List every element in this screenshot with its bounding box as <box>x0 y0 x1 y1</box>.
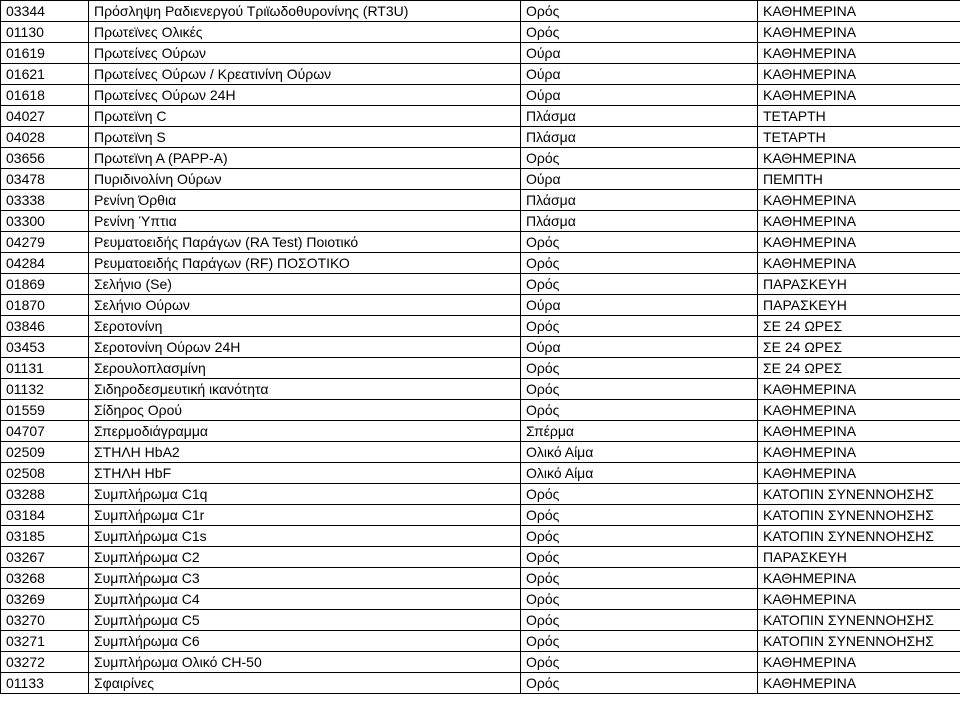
test-code-cell: 03269 <box>1 589 89 610</box>
test-name-cell: Σεροτονίνη Ούρων 24Η <box>89 337 521 358</box>
test-name-cell: Πρωτείνες Ούρων / Κρεατινίνη Ούρων <box>89 64 521 85</box>
test-name-cell: Πρωτεϊνη C <box>89 106 521 127</box>
table-row <box>1 652 960 673</box>
sample-type-cell: Πλάσμα <box>521 106 758 127</box>
schedule-cell: ΚΑΘΗΜΕΡΙΝΑ <box>758 589 960 610</box>
test-code-cell: 02508 <box>1 463 89 484</box>
schedule-cell: ΚΑΘΗΜΕΡΙΝΑ <box>758 379 960 400</box>
table-row <box>1 589 960 610</box>
test-code-cell: 04284 <box>1 253 89 274</box>
test-code-cell: 03268 <box>1 568 89 589</box>
table-row <box>1 1 960 22</box>
schedule-cell: ΚΑΘΗΜΕΡΙΝΑ <box>758 421 960 442</box>
test-code-cell: 01618 <box>1 85 89 106</box>
test-code-cell: 03846 <box>1 316 89 337</box>
schedule-cell: ΚΑΘΗΜΕΡΙΝΑ <box>758 1 960 22</box>
test-code-cell: 03270 <box>1 610 89 631</box>
schedule-cell: ΚΑΤΟΠΙΝ ΣΥΝΕΝΝΟΗΣΗΣ <box>758 610 960 631</box>
table-row <box>1 232 960 253</box>
schedule-cell: ΚΑΘΗΜΕΡΙΝΑ <box>758 64 960 85</box>
schedule-cell: ΚΑΘΗΜΕΡΙΝΑ <box>758 400 960 421</box>
schedule-cell: ΚΑΘΗΜΕΡΙΝΑ <box>758 22 960 43</box>
test-code-cell: 01621 <box>1 64 89 85</box>
test-name-cell: Πυριδινολίνη Ούρων <box>89 169 521 190</box>
sample-type-cell: Ορός <box>521 547 758 568</box>
table-row <box>1 568 960 589</box>
test-name-cell: ΣΤΗΛΗ HbA2 <box>89 442 521 463</box>
table-row <box>1 22 960 43</box>
sample-type-cell: Ορός <box>521 379 758 400</box>
schedule-cell: ΠΕΜΠΤΗ <box>758 169 960 190</box>
test-name-cell: Ρενίνη Ύπτια <box>89 211 521 232</box>
table-row <box>1 211 960 232</box>
test-code-cell: 03478 <box>1 169 89 190</box>
test-code-cell: 01619 <box>1 43 89 64</box>
test-name-cell: Πρωτεϊνες Ολικές <box>89 22 521 43</box>
test-name-cell: Σφαιρίνες <box>89 673 521 694</box>
test-code-cell: 03272 <box>1 652 89 673</box>
table-row <box>1 421 960 442</box>
schedule-cell: ΣΕ 24 ΩΡΕΣ <box>758 316 960 337</box>
sample-type-cell: Ολικό Αίμα <box>521 442 758 463</box>
table-row <box>1 610 960 631</box>
table-row <box>1 526 960 547</box>
table-row <box>1 253 960 274</box>
test-name-cell: Συμπλήρωμα C3 <box>89 568 521 589</box>
test-name-cell: Σελήνιο Ούρων <box>89 295 521 316</box>
sample-type-cell: Πλάσμα <box>521 211 758 232</box>
test-code-cell: 04028 <box>1 127 89 148</box>
test-code-cell: 03184 <box>1 505 89 526</box>
sample-type-cell: Ούρα <box>521 64 758 85</box>
schedule-cell: ΚΑΘΗΜΕΡΙΝΑ <box>758 463 960 484</box>
schedule-cell: ΚΑΘΗΜΕΡΙΝΑ <box>758 190 960 211</box>
table-row <box>1 358 960 379</box>
test-code-cell: 03453 <box>1 337 89 358</box>
sample-type-cell: Ορός <box>521 652 758 673</box>
table-row <box>1 337 960 358</box>
test-code-cell: 03271 <box>1 631 89 652</box>
schedule-cell: ΚΑΘΗΜΕΡΙΝΑ <box>758 232 960 253</box>
table-row <box>1 505 960 526</box>
test-code-cell: 01133 <box>1 673 89 694</box>
schedule-cell: ΤΕΤΑΡΤΗ <box>758 127 960 148</box>
table-row <box>1 169 960 190</box>
test-name-cell: Συμπλήρωμα C1s <box>89 526 521 547</box>
schedule-cell: ΤΕΤΑΡΤΗ <box>758 106 960 127</box>
test-name-cell: Συμπλήρωμα C6 <box>89 631 521 652</box>
schedule-cell: ΚΑΤΟΠΙΝ ΣΥΝΕΝΝΟΗΣΗΣ <box>758 526 960 547</box>
test-code-cell: 03185 <box>1 526 89 547</box>
schedule-cell: ΚΑΤΟΠΙΝ ΣΥΝΕΝΝΟΗΣΗΣ <box>758 505 960 526</box>
test-name-cell: Ρευματοειδής Παράγων (RF) ΠΟΣΟΤΙΚΟ <box>89 253 521 274</box>
test-code-cell: 01131 <box>1 358 89 379</box>
test-code-cell: 01132 <box>1 379 89 400</box>
schedule-cell: ΚΑΘΗΜΕΡΙΝΑ <box>758 43 960 64</box>
table-row <box>1 274 960 295</box>
sample-type-cell: Ολικό Αίμα <box>521 463 758 484</box>
schedule-cell: ΚΑΘΗΜΕΡΙΝΑ <box>758 85 960 106</box>
schedule-cell: ΚΑΤΟΠΙΝ ΣΥΝΕΝΝΟΗΣΗΣ <box>758 631 960 652</box>
test-code-cell: 01869 <box>1 274 89 295</box>
test-code-cell: 03267 <box>1 547 89 568</box>
table-body <box>1 1 960 694</box>
sample-type-cell: Ορός <box>521 148 758 169</box>
test-code-cell: 04707 <box>1 421 89 442</box>
test-name-cell: Σελήνιο (Se) <box>89 274 521 295</box>
sample-type-cell: Ορός <box>521 484 758 505</box>
test-code-cell: 04027 <box>1 106 89 127</box>
test-name-cell: Συμπλήρωμα C5 <box>89 610 521 631</box>
test-code-cell: 03656 <box>1 148 89 169</box>
schedule-cell: ΚΑΘΗΜΕΡΙΝΑ <box>758 673 960 694</box>
test-name-cell: Ρενίνη Όρθια <box>89 190 521 211</box>
schedule-cell: ΚΑΘΗΜΕΡΙΝΑ <box>758 568 960 589</box>
sample-type-cell: Ούρα <box>521 85 758 106</box>
sample-type-cell: Ορός <box>521 589 758 610</box>
sample-type-cell: Ορός <box>521 22 758 43</box>
test-name-cell: Σερουλοπλασμίνη <box>89 358 521 379</box>
sample-type-cell: Ούρα <box>521 43 758 64</box>
test-name-cell: Πρόσληψη Ραδιενεργού Τριϊωδοθυρονίνης (RT3U) <box>89 1 521 22</box>
sample-type-cell: Σπέρμα <box>521 421 758 442</box>
test-name-cell: Πρωτεϊνη S <box>89 127 521 148</box>
test-name-cell: Συμπλήρωμα C2 <box>89 547 521 568</box>
table-row <box>1 547 960 568</box>
table-row <box>1 631 960 652</box>
schedule-cell: ΚΑΘΗΜΕΡΙΝΑ <box>758 148 960 169</box>
table-row <box>1 442 960 463</box>
table-row <box>1 379 960 400</box>
sample-type-cell: Ορός <box>521 316 758 337</box>
sample-type-cell: Ορός <box>521 400 758 421</box>
schedule-cell: ΚΑΘΗΜΕΡΙΝΑ <box>758 442 960 463</box>
schedule-cell: ΚΑΘΗΜΕΡΙΝΑ <box>758 211 960 232</box>
test-code-cell: 02509 <box>1 442 89 463</box>
test-name-cell: Πρωτεϊνη Α (PAPP-A) <box>89 148 521 169</box>
schedule-cell: ΚΑΘΗΜΕΡΙΝΑ <box>758 652 960 673</box>
table-row <box>1 295 960 316</box>
table-row <box>1 400 960 421</box>
sample-type-cell: Ορός <box>521 673 758 694</box>
test-name-cell: Πρωτείνες Ούρων <box>89 43 521 64</box>
sample-type-cell: Ορός <box>521 274 758 295</box>
table-row <box>1 106 960 127</box>
table-row <box>1 673 960 694</box>
test-name-cell: Συμπλήρωμα C1q <box>89 484 521 505</box>
test-name-cell: Σιδηροδεσμευτική ικανότητα <box>89 379 521 400</box>
test-code-cell: 03300 <box>1 211 89 232</box>
schedule-cell: ΠΑΡΑΣΚΕΥΗ <box>758 274 960 295</box>
sample-type-cell: Ούρα <box>521 295 758 316</box>
sample-type-cell: Ορός <box>521 505 758 526</box>
test-name-cell: Σεροτονίνη <box>89 316 521 337</box>
sample-type-cell: Ορός <box>521 631 758 652</box>
test-code-cell: 03344 <box>1 1 89 22</box>
sample-type-cell: Ορός <box>521 253 758 274</box>
test-code-cell: 01130 <box>1 22 89 43</box>
test-code-cell: 04279 <box>1 232 89 253</box>
schedule-cell: ΚΑΘΗΜΕΡΙΝΑ <box>758 253 960 274</box>
table-row <box>1 484 960 505</box>
table-row <box>1 316 960 337</box>
table-row <box>1 85 960 106</box>
test-code-cell: 03338 <box>1 190 89 211</box>
table-row <box>1 463 960 484</box>
sample-type-cell: Ορός <box>521 1 758 22</box>
schedule-cell: ΠΑΡΑΣΚΕΥΗ <box>758 295 960 316</box>
sample-type-cell: Ορός <box>521 610 758 631</box>
test-name-cell: Πρωτείνες Ούρων 24Η <box>89 85 521 106</box>
sample-type-cell: Ούρα <box>521 337 758 358</box>
test-name-cell: Συμπλήρωμα Ολικό CH-50 <box>89 652 521 673</box>
table-row <box>1 127 960 148</box>
sample-type-cell: Ορός <box>521 526 758 547</box>
test-name-cell: ΣΤΗΛΗ HbF <box>89 463 521 484</box>
test-name-cell: Ρευματοειδής Παράγων (RA Test) Ποιοτικό <box>89 232 521 253</box>
table-row <box>1 148 960 169</box>
schedule-cell: ΠΑΡΑΣΚΕΥΗ <box>758 547 960 568</box>
table-row <box>1 43 960 64</box>
test-code-cell: 01559 <box>1 400 89 421</box>
test-code-cell: 03288 <box>1 484 89 505</box>
test-name-cell: Σπερμοδιάγραμμα <box>89 421 521 442</box>
sample-type-cell: Ορός <box>521 568 758 589</box>
test-name-cell: Συμπλήρωμα C1r <box>89 505 521 526</box>
schedule-cell: ΚΑΤΟΠΙΝ ΣΥΝΕΝΝΟΗΣΗΣ <box>758 484 960 505</box>
test-name-cell: Συμπλήρωμα C4 <box>89 589 521 610</box>
sample-type-cell: Ούρα <box>521 169 758 190</box>
table-row <box>1 190 960 211</box>
sample-type-cell: Πλάσμα <box>521 190 758 211</box>
sample-type-cell: Ορός <box>521 358 758 379</box>
test-code-cell: 01870 <box>1 295 89 316</box>
sample-type-cell: Πλάσμα <box>521 127 758 148</box>
schedule-cell: ΣΕ 24 ΩΡΕΣ <box>758 337 960 358</box>
sample-type-cell: Ορός <box>521 232 758 253</box>
test-name-cell: Σίδηρος Ορού <box>89 400 521 421</box>
schedule-cell: ΣΕ 24 ΩΡΕΣ <box>758 358 960 379</box>
table-row <box>1 64 960 85</box>
